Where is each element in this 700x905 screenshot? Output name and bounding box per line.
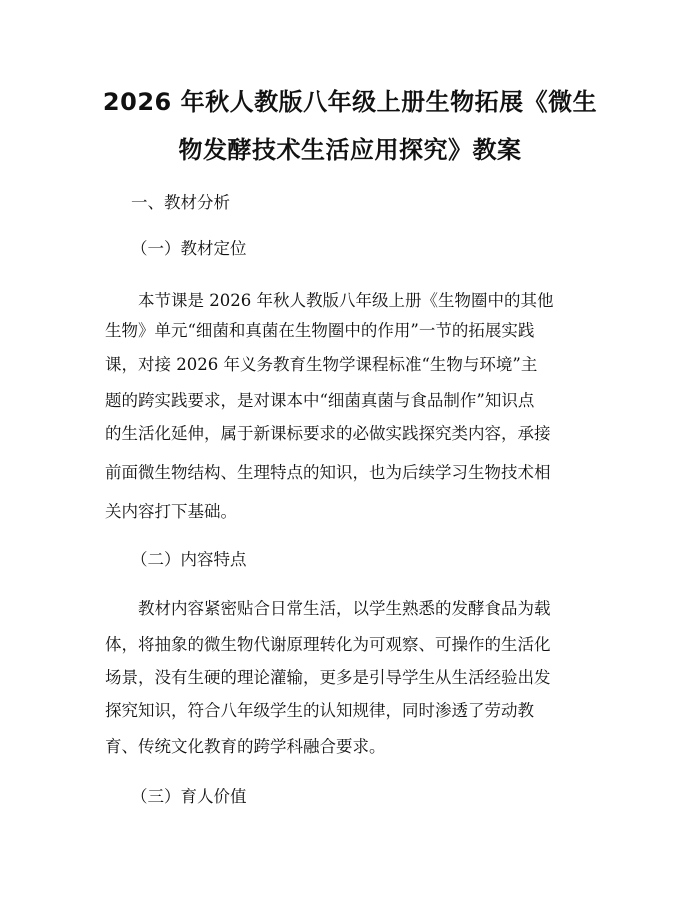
section-heading-textbook-analysis: 一、教材分析 <box>131 193 230 212</box>
paragraph-line: 育、传统文化教育的跨学科融合要求。 <box>105 737 386 756</box>
paragraph-line: 课，对接 2026 年义务教育生物学课程标准“生物与环境”主 <box>105 355 538 374</box>
paragraph-line: 教材内容紧密贴合日常生活，以学生熟悉的发酵食品为载 <box>138 599 551 618</box>
paragraph-line: 题的跨实践要求，是对课本中“细菌真菌与食品制作”知识点 <box>105 391 535 410</box>
document-title-line-1: 2026 年秋人教版八年级上册生物拓展《微生 <box>102 88 598 116</box>
paragraph-line: 关内容打下基础。 <box>105 502 237 521</box>
paragraph-line: 探究知识，符合八年级学生的认知规律，同时渗透了劳动教 <box>105 701 534 720</box>
paragraph-line: 本节课是 2026 年秋人教版八年级上册《生物圈中的其他 <box>138 291 554 310</box>
paragraph-line: 生物》单元“细菌和真菌在生物圈中的作用”一节的拓展实践 <box>105 321 535 340</box>
document-title-line-2: 物发酵技术生活应用探究》教案 <box>178 136 522 164</box>
paragraph-line: 体，将抽象的微生物代谢原理转化为可观察、可操作的生活化 <box>105 635 551 654</box>
paragraph-line: 场景，没有生硬的理论灌输，更多是引导学生从生活经验出发 <box>105 668 551 687</box>
paragraph-line: 的生活化延伸，属于新课标要求的必做实践探究类内容，承接 <box>105 424 551 443</box>
subsection-heading-positioning: （一）教材定位 <box>131 239 247 258</box>
paragraph-line: 前面微生物结构、生理特点的知识，也为后续学习生物技术相 <box>105 463 551 482</box>
subsection-heading-content-features: （二）内容特点 <box>131 550 247 569</box>
subsection-heading-educational-value: （三）育人价值 <box>131 787 247 806</box>
